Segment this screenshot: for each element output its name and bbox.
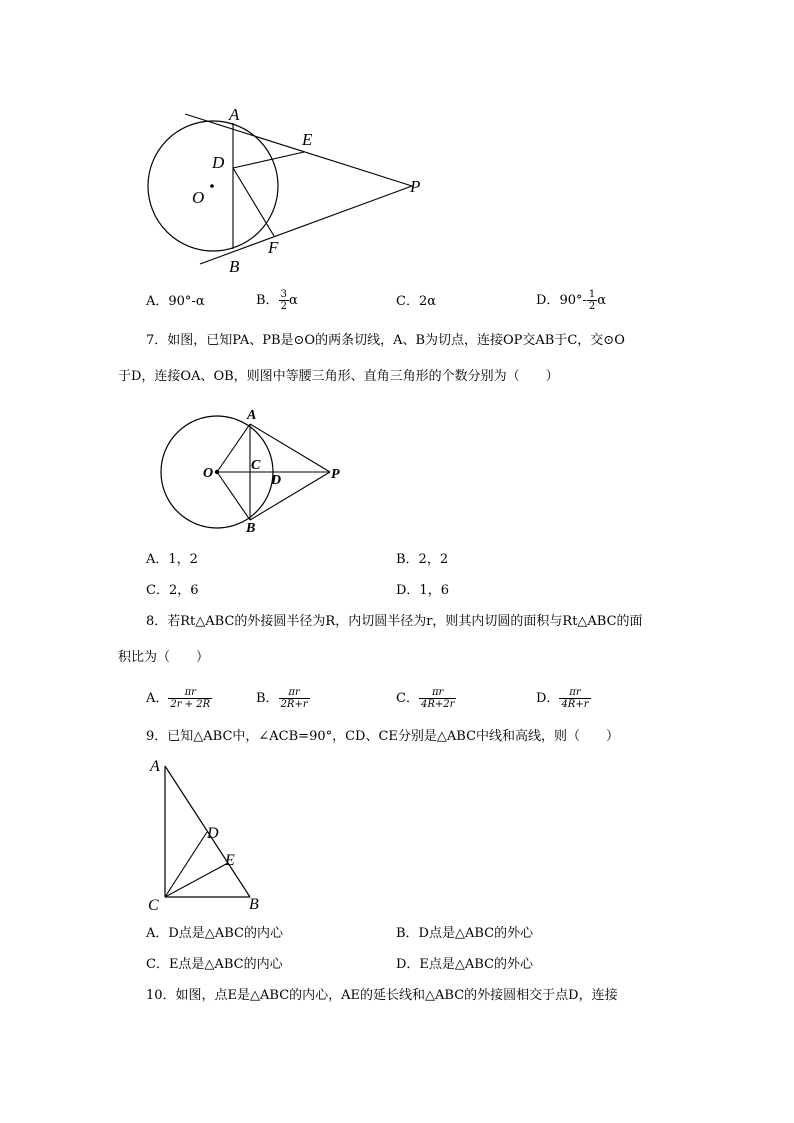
q6-option-d: D．90°- $\frac{1}{2}$ α	[536, 289, 607, 312]
figure-q6	[140, 100, 440, 280]
segment-bp	[250, 472, 330, 520]
q8-option-c: C． $\frac{\pi r}{4R+2r}$	[396, 687, 455, 710]
label-c: C	[251, 458, 261, 473]
q7-option-d: D．1，6	[396, 583, 449, 598]
q7-line-2: 于D，连接OA、OB，则图中等腰三角形、直角三角形的个数分别为（ ）	[118, 369, 559, 384]
label-a: A	[229, 105, 240, 124]
label-a: A	[150, 758, 160, 775]
label-e: E	[225, 852, 235, 869]
label-c: C	[148, 897, 159, 914]
tangent-pb	[200, 186, 412, 264]
q6-option-a: A．90°-α	[146, 294, 205, 309]
q6-option-b: B． $\frac{3}{2}$ α	[256, 289, 298, 312]
q8-line-2: 积比为（ ）	[118, 650, 210, 665]
segment-cd	[165, 832, 207, 897]
label-o: O	[192, 188, 205, 207]
q10-line-1: 10．如图，点E是△ABC的内心，AE的延长线和△ABC的外接圆相交于点D，连接	[146, 988, 618, 1003]
figure-q7	[155, 400, 355, 540]
q8-option-d: D． $\frac{\pi r}{4R+r}$	[536, 687, 589, 710]
q9-option-d: D．E点是△ABC的外心	[396, 957, 534, 972]
tangent-pa	[185, 114, 412, 186]
q8-option-a: A． $\frac{\pi r}{2r + 2R}$	[146, 687, 211, 710]
center-dot	[210, 184, 214, 188]
segment-df	[233, 168, 274, 236]
segment-ce	[165, 863, 228, 897]
q7-line-1: 7．如图，已知PA、PB是⊙O的两条切线，A、B为切点，连接OP交AB于C，交⊙O	[146, 333, 625, 348]
label-b: B	[249, 896, 259, 913]
label-f: F	[268, 238, 279, 257]
segment-ap	[250, 424, 330, 472]
q7-option-b: B．2，2	[396, 552, 449, 567]
q9-option-c: C．E点是△ABC的内心	[146, 957, 283, 972]
q9-option-b: B．D点是△ABC的外心	[396, 926, 534, 941]
segment-oa	[217, 424, 250, 472]
q9-line-1: 9．已知△ABC中，∠ACB=90°，CD、CE分别是△ABC中线和高线，则（ ）	[146, 729, 620, 744]
q8-line-1: 8．若Rt△ABC的外接圆半径为R，内切圆半径为r，则其内切圆的面积与Rt△ABC的面	[146, 614, 643, 629]
label-d: D	[212, 153, 225, 172]
q6-option-c: C．2α	[396, 294, 437, 309]
segment-ob	[217, 472, 250, 520]
label-b: B	[229, 257, 240, 276]
label-a: A	[247, 408, 257, 423]
center-dot	[215, 470, 219, 474]
label-o: O	[203, 466, 214, 481]
label-p: P	[331, 467, 340, 482]
label-p: P	[410, 177, 421, 196]
q7-option-a: A．1，2	[146, 552, 198, 567]
q7-option-c: C．2，6	[146, 583, 199, 598]
figure-q9	[140, 752, 280, 917]
label-d: D	[271, 473, 282, 488]
segment-de	[233, 152, 304, 168]
label-d: D	[207, 825, 219, 842]
label-e: E	[302, 130, 313, 149]
label-b: B	[246, 521, 256, 536]
q9-option-a: A．D点是△ABC的内心	[146, 926, 283, 941]
q8-option-b: B． $\frac{\pi r}{2R+r}$	[256, 687, 308, 710]
